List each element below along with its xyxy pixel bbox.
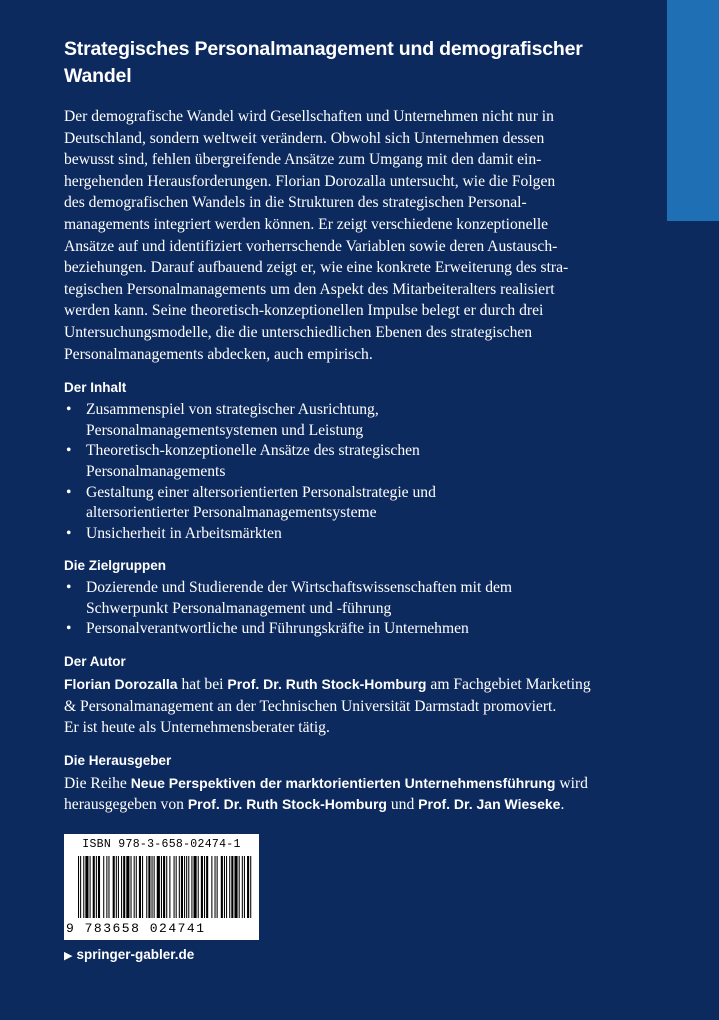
autor-line [64,674,604,696]
intro-line: tegischen Personalmanagements um den Aspekt des Mitarbeiteralters realisiert [64,280,555,298]
text-run: . [560,796,565,814]
arrow-right-icon: ▶ [64,950,73,962]
text-run: Die Reihe [64,774,131,792]
herausgeber-heading: Die Herausgeber [64,752,172,768]
list-item-line: altersorientierter Personalmanagementsysteme [86,504,377,522]
list-item [64,441,604,482]
list-item [64,619,604,640]
text-run: herausgegeben von [64,796,188,814]
text-run: am Fachgebiet Marketing [426,676,591,694]
zielgruppen-section [64,557,604,640]
title-line: Strategisches Personalmanagement und demografischer [64,38,583,60]
book-title [64,36,604,90]
inhalt-section [64,379,604,544]
herausgeber-line [64,794,604,816]
advisor-name: Prof. Dr. Ruth Stock-Homburg [227,676,427,693]
text-run: hat bei [177,676,228,694]
text-run: und [386,796,419,814]
herausgeber-text [64,773,604,816]
intro-line: Der demografische Wandel wird Gesellschaften und Unternehmen nicht nur in [64,108,554,125]
list-item-line: • Gestaltung einer altersorientierten Personalstrategie und [86,483,436,501]
back-cover-content [64,36,604,816]
isbn-label: ISBN 978-3-658-02474-1 [82,838,241,851]
autor-heading: Der Autor [64,654,126,670]
intro-paragraph [64,106,604,365]
intro-line: Personalmanagements abdecken, auch empirisch. [64,345,373,363]
intro-line: managements integriert werden können. Er zeigt verschiedene konzeptionelle [64,215,549,233]
intro-line: Untersuchungsmodelle, die die unterschiedlichen Ebenen des strategischen [64,323,533,341]
barcode-digits: 9 783658 024741 [66,921,206,936]
publisher-url-text: springer-gabler.de [76,947,195,962]
list-item-line: • Zusammenspiel von strategischer Ausrichtung, [86,401,379,419]
zielgruppen-heading: Die Zielgruppen [64,558,167,574]
list-item [64,578,604,619]
list-item-line: • Theoretisch-konzeptionelle Ansätze des strategischen [86,442,420,460]
list-item [64,483,604,524]
zielgruppen-list [64,578,604,640]
list-item-line: • Personalverantwortliche und Führungskräfte in Unternehmen [86,620,469,638]
author-name: Florian Dorozalla [64,676,178,693]
autor-line: Er ist heute als Unternehmensberater tätig. [64,719,330,737]
isbn-barcode [64,834,259,940]
inhalt-list [64,400,604,544]
inhalt-heading: Der Inhalt [64,380,127,396]
intro-line: Ansätze auf und identifiziert vorherrschende Variablen sowie deren Austausch- [64,237,558,255]
list-item-line: Schwerpunkt Personalmanagement und -führung [86,599,392,617]
editor-name: Prof. Dr. Jan Wieseke [418,796,561,813]
barcode-bars [78,856,253,918]
text-run: wird [555,774,588,792]
autor-section [64,653,604,739]
list-item-line: • Dozierende und Studierende der Wirtschaftswissenschaften mit dem [86,579,513,597]
series-name: Neue Perspektiven der marktorientierten Unternehmensführung [130,774,556,791]
intro-line: des demografischen Wandels in die Strukturen des strategischen Personal- [64,194,527,212]
herausgeber-section [64,752,604,816]
editor-name: Prof. Dr. Ruth Stock-Homburg [187,796,387,813]
autor-line: & Personalmanagement an der Technischen Universität Darmstadt promoviert. [64,697,557,715]
title-line: Wandel [64,65,132,87]
publisher-url[interactable] [64,947,194,962]
intro-line: bewusst sind, fehlen übergreifende Ansätze zum Umgang mit den damit ein- [64,151,542,169]
list-item [64,524,604,545]
list-item-line: Personalmanagementsystemen und Leistung [86,421,364,439]
intro-line: werden kann. Seine theoretisch-konzeptionellen Impulse belegt er durch drei [64,302,544,320]
list-item-line: Personalmanagements [86,462,226,480]
intro-line: hergehenden Herausforderungen. Florian Dorozalla untersucht, wie die Folgen [64,172,556,190]
list-item [64,400,604,441]
intro-line: Deutschland, sondern weltweit verändern. Obwohl sich Unternehmen dessen [64,129,545,147]
intro-line: beziehungen. Darauf aufbauend zeigt er, wie eine konkrete Erweiterung des stra- [64,259,569,277]
autor-text [64,674,604,739]
accent-side-bar [667,0,719,221]
herausgeber-line [64,773,604,795]
list-item-line: • Unsicherheit in Arbeitsmärkten [86,524,282,542]
